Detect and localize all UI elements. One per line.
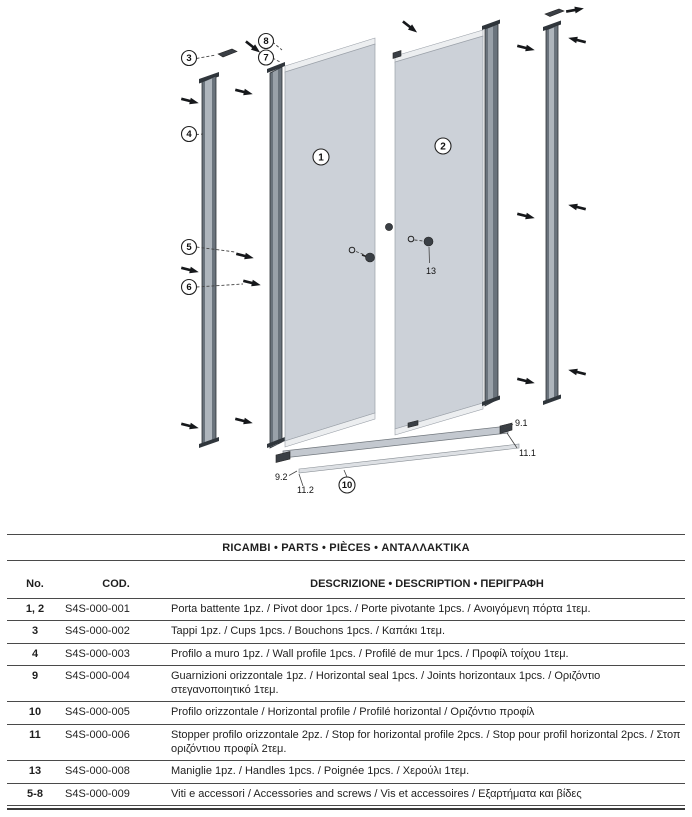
part-desc: Tappi 1pz. / Cups 1pcs. / Bouchons 1pcs. / Καπάκι 1τεμ. [169, 621, 685, 643]
door-panel-2 [393, 20, 500, 436]
callout-5 [182, 240, 197, 255]
svg-text:8: 8 [263, 36, 269, 48]
label-11-1: 11.1 [519, 448, 536, 458]
label-9-1: 9.1 [515, 418, 528, 428]
leader-line [196, 134, 203, 135]
callout-10 [339, 477, 355, 493]
callout-8 [259, 34, 274, 49]
door-panel-1 [267, 38, 375, 448]
part-no: 5-8 [7, 783, 63, 805]
screw-icon [566, 5, 585, 15]
part-desc: Guarnizioni orizzontale 1pz. / Horizontal seal 1pcs. / Joints horizontaux 1pcs. / Οριζόντιο στεγανοποιητικό 1τεμ. [169, 665, 685, 702]
svg-text:6: 6 [186, 282, 192, 294]
leader-line [289, 471, 297, 476]
table-row [7, 621, 685, 643]
callout-2 [435, 138, 451, 154]
col-header-desc: DESCRIZIONE • DESCRIPTION • ΠΕΡΙΓΡΑΦΗ [169, 561, 685, 599]
part-desc: Stopper profilo orizzontale 2pz. / Stop for horizontal profile 2pcs. / Stop pour profil horizontal 2pcs. / Στοπ οριζόντιου προφίλ 2τεμ. [169, 724, 685, 761]
col-header-cod: COD. [63, 561, 169, 599]
screw-icon [567, 367, 586, 378]
part-code: S4S-000-002 [63, 621, 169, 643]
screw-icon [235, 251, 254, 262]
part-code: S4S-000-003 [63, 643, 169, 665]
callout-1 [313, 149, 329, 165]
wall-profile-right [543, 21, 561, 406]
part-desc: Viti e accessori / Accessories and screws / Vis et accessoires / Εξαρτήματα και βίδες [169, 783, 685, 805]
part-no: 11 [7, 724, 63, 761]
part-code: S4S-000-001 [63, 599, 169, 621]
part-desc: Porta battente 1pz. / Pivot door 1pcs. / Porte pivotante 1pcs. / Ανοιγόμενη πόρτα 1τεμ. [169, 599, 685, 621]
screw-icon [567, 35, 586, 46]
table-header-row [7, 561, 685, 599]
svg-text:3: 3 [186, 53, 192, 65]
table-row [7, 702, 685, 724]
part-desc: Profilo orizzontale / Horizontal profile / Profilé horizontal / Οριζόντιο προφίλ [169, 702, 685, 724]
end-cap-top-right [545, 9, 564, 17]
table-row [7, 724, 685, 761]
screw-icon [234, 87, 253, 98]
bottom-rule [7, 808, 685, 810]
part-code: S4S-000-004 [63, 665, 169, 702]
leader-line [197, 55, 217, 59]
part-no: 10 [7, 702, 63, 724]
label-11-2: 11.2 [297, 485, 314, 495]
parts-table [7, 561, 685, 806]
part-no: 13 [7, 761, 63, 783]
table-row [7, 783, 685, 805]
col-header-no: No. [7, 561, 63, 599]
wall-profile-left [199, 72, 219, 448]
callout-7 [259, 50, 274, 65]
part-no: 9 [7, 665, 63, 702]
screw-icon [516, 376, 535, 387]
part-desc: Maniglie 1pz. / Handles 1pcs. / Poignée 1pcs. / Χερούλι 1τεμ. [169, 761, 685, 783]
table-row [7, 761, 685, 783]
parts-table-title: RICAMBI • PARTS • PIÈCES • ΑΝΤΑΛΛΑΚΤΙΚΑ [7, 534, 685, 561]
part-no: 4 [7, 643, 63, 665]
leader-line [344, 470, 347, 477]
screw-icon [180, 96, 199, 107]
svg-text:10: 10 [341, 480, 353, 492]
callout-3 [182, 51, 197, 66]
part-code: S4S-000-009 [63, 783, 169, 805]
screw-icon [234, 416, 253, 427]
screw-icon [180, 265, 199, 276]
part-no: 1, 2 [7, 599, 63, 621]
screw-icon [401, 19, 419, 35]
screw-icon [516, 211, 535, 222]
svg-text:1: 1 [318, 152, 324, 164]
parts-table-section [0, 534, 692, 810]
part-code: S4S-000-005 [63, 702, 169, 724]
svg-text:2: 2 [440, 141, 446, 153]
screw-icon [516, 43, 535, 54]
part-desc: Profilo a muro 1pz. / Wall profile 1pcs. / Profilé de mur 1pcs. / Προφίλ τοίχου 1τεμ. [169, 643, 685, 665]
callout-4 [182, 127, 197, 142]
leader-line [429, 247, 430, 263]
part-code: S4S-000-008 [63, 761, 169, 783]
screw-icon [567, 202, 586, 213]
end-cap-part-3 [218, 49, 237, 57]
table-row [7, 665, 685, 702]
leader-line [273, 42, 283, 50]
part-code: S4S-000-006 [63, 724, 169, 761]
part-no: 3 [7, 621, 63, 643]
screw-icon [180, 421, 199, 432]
table-row [7, 643, 685, 665]
svg-text:5: 5 [186, 242, 192, 254]
label-13: 13 [425, 266, 437, 276]
svg-text:7: 7 [263, 52, 269, 64]
label-9-2: 9.2 [275, 472, 288, 482]
table-row [7, 599, 685, 621]
screw-icon [242, 278, 261, 289]
svg-text:4: 4 [186, 129, 192, 141]
callout-6 [182, 280, 197, 295]
